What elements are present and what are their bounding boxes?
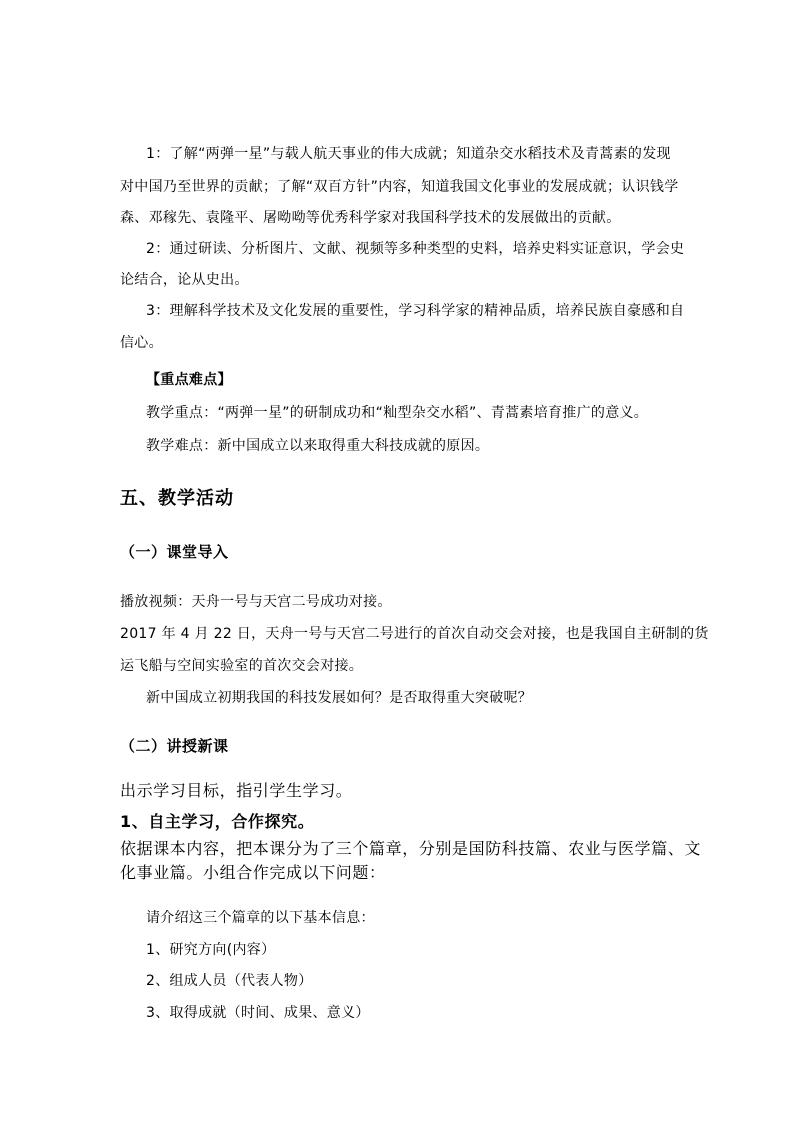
- section-title: 五、教学活动: [120, 488, 234, 509]
- event-line-1: 2017 年 4 月 22 日，天舟一号与天宫二号进行的首次自动交会对接，也是我国自主研制的货: [120, 626, 709, 642]
- objective-1-line-2: 对中国乃至世界的贡献；了解“双百方针”内容，知道我国文化事业的发展成就；认识钱学: [120, 179, 679, 195]
- question-line: 新中国成立初期我国的科技发展如何？是否取得重大突破呢？: [146, 690, 533, 706]
- objective-3-line-2: 信心。: [120, 335, 163, 351]
- intro-line: 出示学习目标，指引学生学习。: [120, 781, 353, 800]
- teaching-focus: 教学重点：“两弹一星”的研制成功和“籼型杂交水稻”、青蒿素培育推广的意义。: [146, 405, 649, 421]
- part-2-title: （二）讲授新课: [120, 737, 229, 755]
- desc-line-1: 依据课本内容，把本课分为了三个篇章，分别是国防科技篇、农业与医学篇、文: [120, 839, 702, 858]
- list-item: 3、取得成就（时间、成果、意义）: [146, 1005, 370, 1021]
- prompt-line: 请介绍这三个篇章的以下基本信息：: [146, 910, 375, 926]
- video-line: 播放视频：天舟一号与天宫二号成功对接。: [120, 594, 392, 610]
- objective-1-line-3: 森、邓稼先、袁隆平、屠呦呦等优秀科学家对我国科学技术的发展做出的贡献。: [120, 210, 621, 226]
- key-points-heading: 【重点难点】: [146, 372, 232, 388]
- teaching-difficulty: 教学难点：新中国成立以来取得重大科技成就的原因。: [146, 438, 490, 454]
- list-item: 1、研究方向(内容）: [146, 942, 276, 958]
- list-item: 2、组成人员（代表人物）: [146, 973, 313, 989]
- objective-1-line-1: 1：了解“两弹一星”与载人航天事业的伟大成就；知道杂交水稻技术及青蒿素的发现: [146, 146, 671, 162]
- objective-2-line-1: 2：通过研读、分析图片、文献、视频等多种类型的史料，培养史料实证意识，学会史: [146, 241, 685, 257]
- objective-3-line-1: 3：理解科学技术及文化发展的重要性，学习科学家的精神品质，培养民族自豪感和自: [146, 303, 685, 319]
- subheading: 1、自主学习，合作探究。: [120, 812, 315, 831]
- part-1-title: （一）课堂导入: [120, 543, 229, 561]
- objective-2-line-2: 论结合，论从史出。: [120, 272, 249, 288]
- desc-line-2: 化事业篇。小组合作完成以下问题：: [120, 863, 386, 882]
- event-line-2: 运飞船与空间实验室的首次交会对接。: [120, 658, 364, 674]
